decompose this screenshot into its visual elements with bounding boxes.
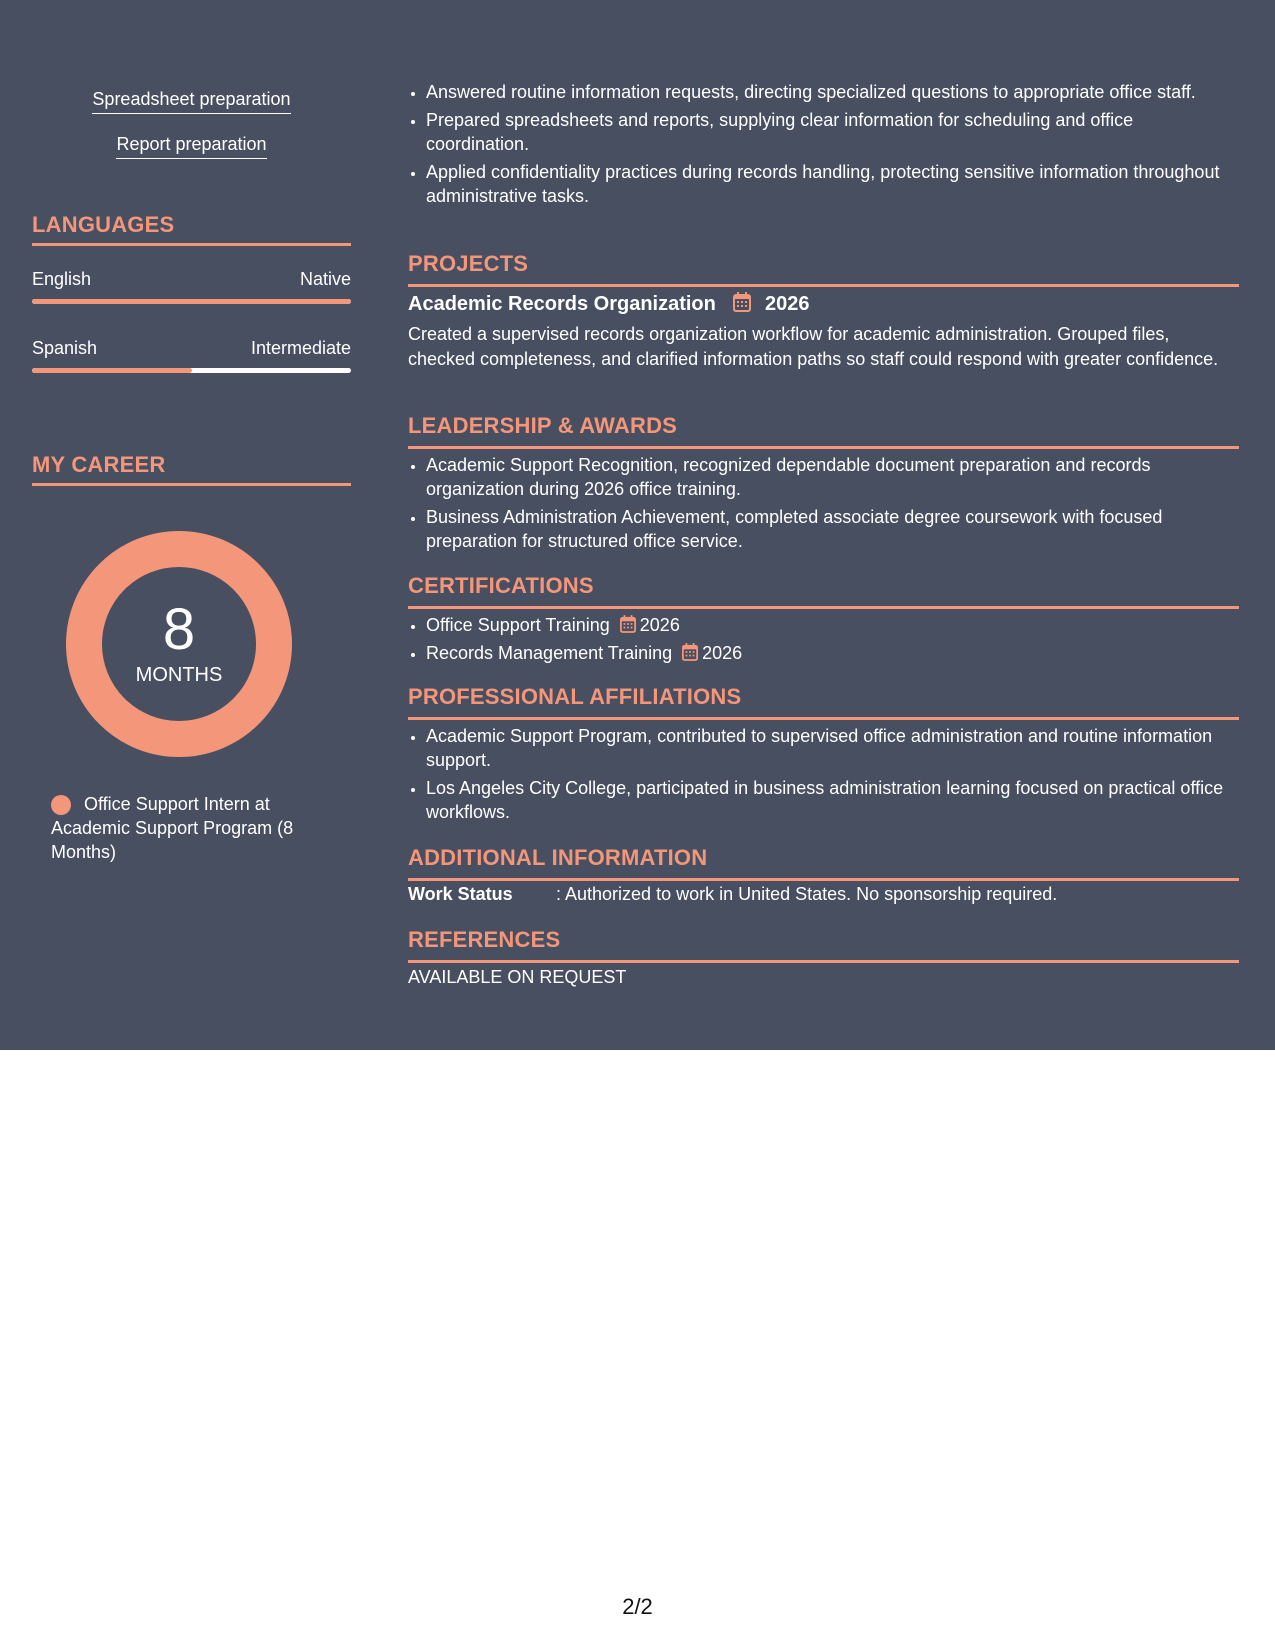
- list-item: • Prepared spreadsheets and reports, supplying clear information for scheduling and office coordination.: [426, 108, 1239, 156]
- references-heading: REFERENCES: [408, 927, 1239, 963]
- project-name: Academic Records Organization: [408, 293, 716, 315]
- skill-item: [32, 89, 351, 114]
- skill-label: Report preparation: [116, 134, 266, 159]
- certification-name: Office Support Training: [426, 615, 610, 635]
- additional-info-heading: ADDITIONAL INFORMATION: [408, 845, 1239, 881]
- career-heading: MY CAREER: [32, 452, 351, 486]
- list-item: • Business Administration Achievement, completed associate degree coursework with focused preparation for structured office service.: [426, 505, 1239, 553]
- references-text: AVAILABLE ON REQUEST: [408, 967, 627, 987]
- languages-heading: LANGUAGES: [32, 212, 351, 246]
- list-item: • Applied confidentiality practices during records handling, protecting sensitive information throughout administrative tasks.: [426, 160, 1239, 208]
- certifications-list: [408, 613, 1239, 669]
- certification-year: 2026: [702, 643, 743, 663]
- list-item: • Academic Support Program, contributed to supervised office administration and routine information support.: [426, 724, 1239, 772]
- calendar-icon: [682, 643, 698, 661]
- work-status-key: Work Status: [408, 884, 513, 904]
- language-bar: [32, 299, 351, 304]
- career-months-value: 8: [162, 597, 196, 662]
- work-status-row: [408, 884, 1057, 905]
- work-status-value: : Authorized to work in United States. No sponsorship required.: [556, 884, 1058, 904]
- calendar-icon: [620, 615, 636, 633]
- skill-item: [32, 134, 351, 159]
- leadership-heading: LEADERSHIP & AWARDS: [408, 413, 1239, 449]
- list-item: • Los Angeles City College, participated in business administration learning focused on practical office workflows.: [426, 776, 1239, 824]
- leadership-list: [408, 453, 1239, 557]
- affiliations-list: [408, 724, 1239, 828]
- project-description: Created a supervised records organization workflow for academic administration. Grouped files, checked completeness, and clarified information paths so staff could respond with greater confidence.: [408, 324, 1219, 369]
- certification-year: 2026: [639, 615, 680, 635]
- projects-heading: PROJECTS: [408, 251, 1239, 287]
- language-name: English: [32, 269, 92, 289]
- certifications-heading: CERTIFICATIONS: [408, 573, 1239, 609]
- page-number: 2/2: [622, 1594, 653, 1619]
- career-months-unit: MONTHS: [135, 664, 223, 686]
- affiliations-heading: PROFESSIONAL AFFILIATIONS: [408, 684, 1239, 720]
- list-item: [426, 613, 1239, 637]
- language-name: Spanish: [32, 338, 98, 358]
- list-item: • Answered routine information requests, directing specialized questions to appropriate office staff.: [426, 80, 1239, 104]
- project-year: 2026: [765, 293, 810, 315]
- experience-bullet-list: [408, 80, 1239, 212]
- project-title-row: [408, 292, 810, 316]
- certification-name: Records Management Training: [426, 643, 673, 663]
- language-bar-fill: [32, 299, 351, 304]
- list-item: • Academic Support Recognition, recognized dependable document preparation and records organization during 2026 office training.: [426, 453, 1239, 501]
- list-item: [426, 641, 1239, 665]
- language-level: Intermediate: [250, 338, 351, 358]
- language-bar-fill: [32, 368, 192, 373]
- career-legend-label: Office Support Intern at Academic Support Program (8 Months): [51, 794, 294, 862]
- calendar-icon: [733, 292, 751, 312]
- language-level: Native: [299, 269, 351, 289]
- skill-label: Spreadsheet preparation: [92, 89, 290, 114]
- language-bar: [32, 368, 351, 373]
- career-legend-item: [51, 792, 341, 864]
